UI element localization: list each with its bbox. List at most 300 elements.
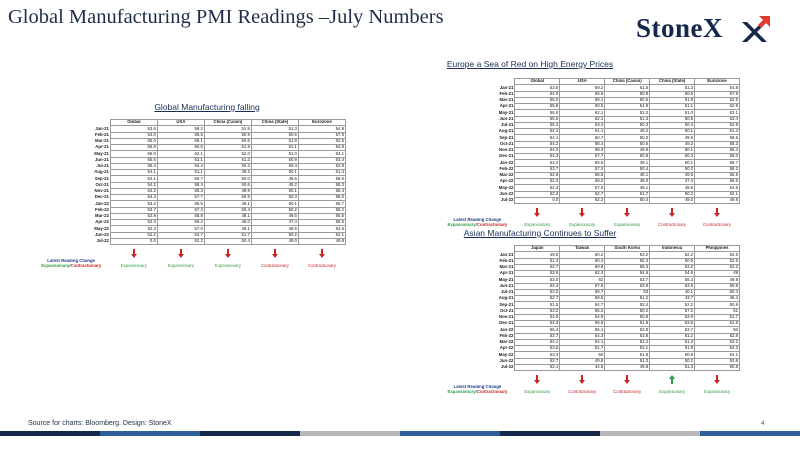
table-cell: 52.3 [515,185,560,191]
table-cell: 49.1 [204,201,251,207]
row-label: Jan-22 [440,160,515,166]
table-cell: 54.1 [515,339,560,345]
arrow-down-icon [225,249,231,258]
table-cell: 57.3 [560,166,605,172]
change-arrow-cell [251,249,298,259]
row-label: Mar-22 [440,172,515,178]
table-cell: 51.9 [605,321,650,327]
table-cell: 52.3 [110,226,157,232]
table-cell: 53.5 [650,283,695,289]
table-cell: 60.7 [560,135,605,141]
table-cell: 51.5 [204,126,251,132]
row-label: Jul-22 [440,197,515,203]
arrow-down-icon [624,208,630,217]
table-cell: 52.1 [515,364,560,370]
table-cell: 51.3 [650,85,695,91]
change-arrow-cell [298,249,345,259]
table-cell: 49.9 [695,277,740,283]
table-cell: 0.0 [515,197,560,203]
table-cell: 48.1 [605,172,650,178]
row-label: May-22 [440,185,515,191]
table-cell: 63.1 [695,110,740,116]
table-cell: 57.0 [560,185,605,191]
table-cell: 49 [695,271,740,277]
table-cell: 53.3 [515,352,560,358]
table-cell: 63.4 [560,122,605,128]
table-cell: 46.0 [605,179,650,185]
table-cell: 59.2 [560,179,605,185]
table-cell: 49.8 [515,252,560,258]
legend-separator: / [69,263,71,269]
row-label: Jan-21 [440,252,515,258]
table-cell: 50.6 [204,182,251,188]
status-cell: Contractionary [260,263,289,269]
table-cell: 50.6 [204,138,251,144]
table-cell: 60.7 [157,176,204,182]
table-cell: 44.6 [560,364,605,370]
row-label: Apr-21 [32,145,110,151]
table-cell: 40.1 [650,289,695,295]
footer-color-bar [0,431,800,436]
table-cell: 54.3 [515,321,560,327]
arrow-down-icon [579,375,585,384]
table-cell: 55.1 [560,327,605,333]
change-arrow-cell [560,208,605,218]
status-cell: Contractionary [568,389,597,395]
table-cell: 51.7 [695,314,740,320]
table-cell: 52.8 [605,327,650,333]
change-arrow-cell [560,375,605,385]
table-cell: 57.9 [298,132,345,138]
arrow-down-icon [669,208,675,217]
table-cell: 49.2 [605,129,650,135]
table-cell: 50.2 [650,191,695,197]
table-cell: 57.9 [695,91,740,97]
column-header: China (State) [251,120,298,126]
table-cell: 59.2 [157,126,204,132]
table-cell: 58.3 [560,147,605,153]
table-cell: 49.2 [650,141,695,147]
table-cell: 54.0 [515,91,560,97]
row-label: Apr-21 [440,104,515,110]
table-cell: 50.3 [605,122,650,128]
table-cell: 53.8 [605,333,650,339]
change-arrow-cell [110,249,157,259]
bar-segment [700,431,800,436]
change-arrow-cell [605,208,650,218]
table-cell: 49.9 [605,147,650,153]
table-cell: 53.6 [515,271,560,277]
table-cell: 59.1 [560,97,605,103]
table-cell: 50 [560,352,605,358]
table-cell: 51.2 [605,339,650,345]
table-cell: 54.6 [695,185,740,191]
table-cell: 50.1 [251,170,298,176]
row-label: Mar-21 [440,264,515,270]
table-cell: 54.3 [110,195,157,201]
table-cell: 56.0 [515,110,560,116]
table-cell: 55.0 [515,97,560,103]
row-label: Oct-21 [440,141,515,147]
table-cell: 59.2 [560,85,605,91]
change-arrow-cell [650,208,695,218]
arrow-down-icon [534,375,540,384]
table-cell: 51.7 [204,232,251,238]
row-label: Feb-21 [440,258,515,264]
status-cell: Contractionary [658,222,687,228]
table-cell: 51.3 [251,126,298,132]
bar-segment [100,431,200,436]
table-cell: 58.3 [695,141,740,147]
table-cell: 52.2 [695,264,740,270]
table-cell: 54.2 [110,188,157,194]
table-cell: 54.8 [298,126,345,132]
logo-x-mark-icon [739,13,775,43]
table-cell: 51.3 [605,116,650,122]
row-label: Jan-22 [32,201,110,207]
table-cell: 59.1 [157,138,204,144]
table-cell: 50.2 [251,207,298,213]
table-cell: 51.9 [650,97,695,103]
table-cell: 52.9 [110,213,157,219]
bar-segment [200,431,300,436]
column-header: Taiwan [560,246,605,252]
table-cell: 51.1 [650,104,695,110]
table-cell: 63.1 [298,151,345,157]
arrow-spacer [32,249,110,259]
arrow-spacer [440,375,515,385]
table-cell: 50.1 [650,129,695,135]
table-cell: 46.0 [204,220,251,226]
table-cell: 52.0 [204,151,251,157]
europe-pmi-table [440,78,740,229]
table-cell: 51.1 [251,145,298,151]
table-cell: 62.1 [157,151,204,157]
table-cell: 58.4 [157,182,204,188]
table-cell: 50.9 [204,132,251,138]
column-header: China (Caixin) [204,120,251,126]
table-cell: 58.5 [560,296,605,302]
table-cell: 56.5 [298,213,345,219]
row-label: Jun-21 [440,283,515,289]
table-cell: 50.9 [650,116,695,122]
table-cell: 50.3 [204,163,251,169]
table-cell: 49.8 [560,358,605,364]
table-cell: 43.7 [650,296,695,302]
row-label: Jul-22 [32,238,110,244]
table-cell: 62.1 [560,110,605,116]
table-cell: 49.0 [650,197,695,203]
table-cell: 49.6 [650,135,695,141]
table-cell: 50.3 [251,195,298,201]
change-arrow-cell [650,375,695,385]
table-cell: 55.5 [298,220,345,226]
table-cell: 50.9 [204,195,251,201]
status-cell: Expansionary [614,222,641,228]
table-cell: 54.2 [515,141,560,147]
arrow-down-icon [714,375,720,384]
table-cell: 60.5 [560,104,605,110]
row-label: Feb-22 [32,207,110,213]
table-cell: 50.6 [605,97,650,103]
logo-wordmark: StoneX [636,13,724,43]
table-cell: 54.1 [695,352,740,358]
table-cell: 55.8 [515,104,560,110]
table-cell: 50.4 [204,207,251,213]
arrow-down-icon [272,249,278,258]
table-cell: 51.2 [650,333,695,339]
table-cell: 52.7 [515,358,560,364]
row-label: May-21 [440,110,515,116]
arrow-down-icon [131,249,137,258]
table-cell: 60.8 [560,264,605,270]
table-cell: 62.1 [157,157,204,163]
row-label: Aug-21 [440,129,515,135]
table-cell: 63.4 [298,157,345,163]
row-label: Apr-22 [32,220,110,226]
table-cell: 52.5 [695,258,740,264]
row-label: Jun-22 [32,232,110,238]
table-cell: 56.0 [110,151,157,157]
table-cell: 58.8 [560,172,605,178]
table-cell: 58.6 [560,91,605,97]
table-cell: 51.5 [605,85,650,91]
row-label: Jul-21 [32,163,110,169]
table-cell: 46.4 [695,296,740,302]
legend-contractionary: Contractionary [70,263,102,269]
table-cell: 58.6 [298,176,345,182]
table-cell: 51.8 [605,352,650,358]
table-cell: 53.0 [515,277,560,283]
status-cell: Contractionary [307,263,336,269]
table-cell: 52.4 [515,283,560,289]
change-arrow-cell [605,375,650,385]
table-cell: 54.1 [110,176,157,182]
table-cell: 50.4 [605,197,650,203]
table-cell: 52.1 [298,232,345,238]
row-label: Mar-22 [440,339,515,345]
table-cell: 58.7 [695,160,740,166]
table-cell: 50.1 [650,160,695,166]
bar-segment [400,431,500,436]
table-cell: 53.7 [515,166,560,172]
table-cell: 62.9 [695,104,740,110]
table-cell: 58.0 [695,154,740,160]
table-cell: 53.8 [695,358,740,364]
table-cell: 62.9 [298,145,345,151]
table-cell: 50.9 [605,154,650,160]
status-cell: Contractionary [703,222,731,228]
table-cell: 50.0 [605,135,650,141]
table-cell: 55.3 [605,258,650,264]
row-label: Nov-21 [440,147,515,153]
table-cell: 49.8 [298,238,345,244]
table-cell: 56.5 [695,172,740,178]
table-cell: 48.1 [204,213,251,219]
status-cell: Contractionary [613,389,642,395]
table-cell: 52.2 [157,238,204,244]
table-cell: 51.9 [251,138,298,144]
table-cell: 51.4 [515,258,560,264]
table-cell: 55.5 [110,157,157,163]
bar-segment [500,431,600,436]
table-cell: 58.4 [298,188,345,194]
table-cell: 49.6 [650,185,695,191]
table-cell: 55.3 [650,277,695,283]
row-label: Jan-21 [32,126,110,132]
table-cell: 53.9 [605,283,650,289]
table-cell: 58.2 [298,207,345,213]
table-cell: 49.2 [204,170,251,176]
table-cell: 49.1 [605,160,650,166]
table-cell: 50.6 [605,141,650,147]
table-cell: 51.5 [515,302,560,308]
page-number: 4 [761,420,765,427]
column-header: USA [560,79,605,85]
table-cell: 51.9 [204,145,251,151]
legend-contractionary: Contractionary [476,389,508,395]
table-cell: 53.2 [110,201,157,207]
table-cell: 53.2 [605,252,650,258]
table-cell: 53.9 [650,314,695,320]
row-label: Feb-21 [440,91,515,97]
row-label: Feb-22 [440,333,515,339]
table-cell: 49.5 [251,213,298,219]
table-cell: 58.3 [157,188,204,194]
table-cell: 57.3 [157,207,204,213]
legend-contractionary: Contractionary [476,222,508,228]
table-cell: 51.0 [650,110,695,116]
table-cell: 55.5 [157,201,204,207]
table-cell: 50.4 [204,238,251,244]
bar-segment [300,431,400,436]
table-cell: 54.2 [110,182,157,188]
table-cell: 61.4 [298,170,345,176]
table-cell: 53.7 [650,327,695,333]
row-label: Dec-21 [440,321,515,327]
table-cell: 49.8 [605,364,650,370]
arrow-up-icon [669,375,675,384]
change-arrow-cell [695,208,740,218]
table-cell: 58.2 [695,166,740,172]
table-cell: 57.7 [157,195,204,201]
table-cell: 52.0 [605,110,650,116]
table-cell: 50.9 [605,91,650,97]
table-cell: 50.2 [251,232,298,238]
table-cell: 55.8 [110,145,157,151]
row-label: Aug-21 [32,170,110,176]
row-label: Apr-22 [440,346,515,352]
row-label: Sep-21 [440,135,515,141]
table-cell: 57.2 [650,308,695,314]
change-arrow-cell [157,249,204,259]
table-cell: 54.3 [560,333,605,339]
table-cell: 54.6 [298,226,345,232]
table-cell: 62.8 [695,122,740,128]
table-cell: 54.0 [110,132,157,138]
status-cell: Expansionary [120,263,147,269]
table-cell: 52.7 [515,296,560,302]
table-cell: 54.9 [560,314,605,320]
status-cell: Expansionary [167,263,194,269]
row-label: May-21 [32,151,110,157]
row-label: Mar-22 [32,213,110,219]
arrow-down-icon [319,249,325,258]
row-label: Jun-21 [440,116,515,122]
table-cell: 49.8 [695,197,740,203]
column-header: Eurozone [695,79,740,85]
table-cell: 51.3 [650,364,695,370]
latest-change-label: Latest Reading Change [453,384,502,389]
column-header: Global [515,79,560,85]
change-arrow-cell [695,375,740,385]
table-cell: 50.4 [251,163,298,169]
status-legend [440,390,515,396]
table-cell: 49.6 [251,176,298,182]
table-cell: 51.0 [251,151,298,157]
table-cell: 55.4 [515,122,560,128]
row-label: Jun-22 [440,358,515,364]
table-cell: 50.9 [650,258,695,264]
table-cell: 61.4 [695,129,740,135]
table-cell: 55.2 [560,308,605,314]
table-cell: 52.9 [515,172,560,178]
status-cell: Expansionary [659,389,686,395]
table-cell: 47.4 [251,220,298,226]
status-cell: Expansionary [524,389,551,395]
table-cell: 52.5 [695,252,740,258]
table-cell: 47.4 [650,179,695,185]
table-cell: 52.3 [110,220,157,226]
row-label: Mar-21 [32,138,110,144]
table-cell: 53.2 [650,264,695,270]
source-note: Source for charts: Bloomberg. Design: StoneX [28,420,172,427]
table-cell: 57.0 [157,226,204,232]
table-cell: 50.4 [605,166,650,172]
table-cell: 52.2 [110,232,157,238]
row-label: Nov-21 [32,188,110,194]
table-cell: 51 [695,308,740,314]
bar-segment [0,431,100,436]
table-cell: 52.8 [695,333,740,339]
table-cell: 55.4 [110,163,157,169]
table-cell: 54.1 [515,129,560,135]
row-label: Apr-22 [440,179,515,185]
column-header: Eurozone [298,120,345,126]
arrow-down-icon [714,208,720,217]
row-label: May-22 [440,352,515,358]
table-cell: 53 [605,289,650,295]
table-cell: 50.8 [650,352,695,358]
column-header: Indonesia [650,246,695,252]
table-cell: 52.7 [560,191,605,197]
column-header: Philippines [695,246,740,252]
table-cell: 50.2 [650,358,695,364]
table-cell: 54.2 [515,147,560,153]
change-arrow-cell [515,208,560,218]
table-cell: 62.5 [695,97,740,103]
table-cell: 50.2 [650,166,695,172]
row-label: Apr-21 [440,271,515,277]
table-cell: 55.0 [110,138,157,144]
table-cell: 50.8 [695,364,740,370]
table-cell: 54.8 [695,85,740,91]
table-cell: 54.3 [695,346,740,352]
arrow-down-icon [624,375,630,384]
table-cell: 52.7 [515,333,560,339]
table-cell: 55.5 [560,160,605,166]
table-cell: 48.1 [204,226,251,232]
